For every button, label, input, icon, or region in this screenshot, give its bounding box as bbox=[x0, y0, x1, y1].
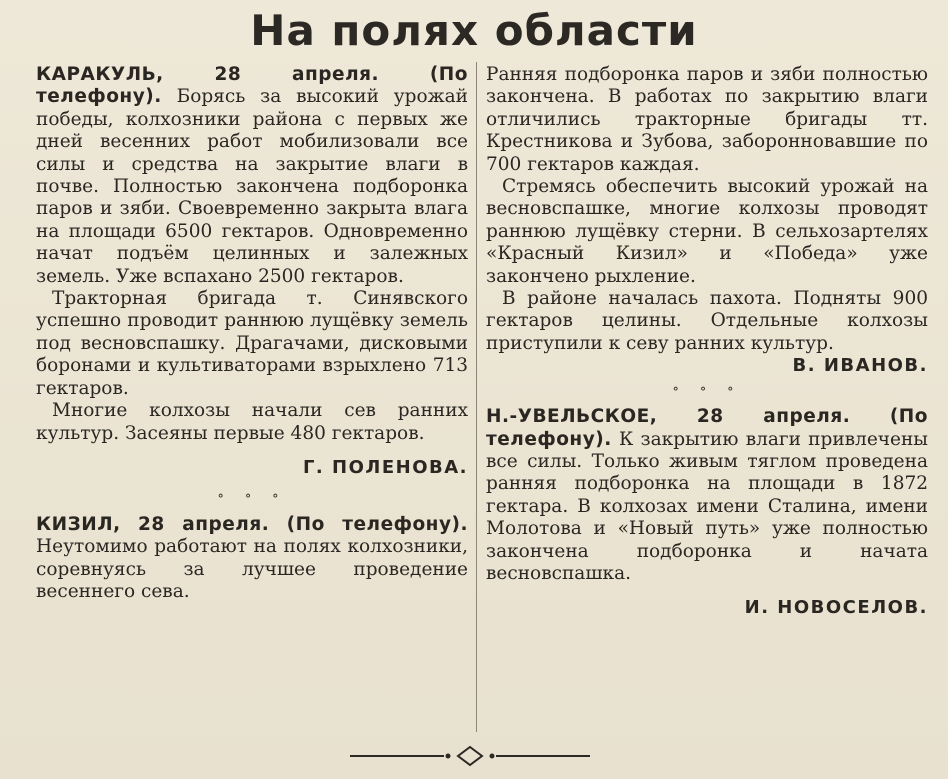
article-paragraph: Стремясь обеспечить высокий урожай на весновспашке, многие колхозы проводят раннюю лущёвку стерни. В сельхозартелях «Красный Кизил» и «Победа» уже закончено рыхление. bbox=[486, 176, 928, 287]
article-paragraph: Ранняя подборонка паров и зяби полностью закончена. В работах по закрытию влаги отличились тракторные бригады тт. Крестникова и Зубова, заборонновавшие по 700 гектаров каждая. bbox=[486, 64, 928, 175]
article-signature: В. ИВАНОВ. bbox=[792, 355, 928, 377]
article-kizil bbox=[36, 514, 468, 604]
article-signature: И. НОВОСЕЛОВ. bbox=[744, 597, 928, 619]
page-headline: На полях области bbox=[250, 6, 698, 55]
article-paragraph: Многие колхозы начали сев ранних культур. Засеяны первые 480 гектаров. bbox=[36, 400, 468, 444]
article-paragraph bbox=[486, 406, 928, 585]
article-kizil-continued bbox=[486, 64, 928, 377]
article-text: Борясь за высокий урожай победы, колхозники района с первых же дней весенних работ мобилизовали все силы и средства на закрытие влаги в почве. Полностью закончена подборонка паров и зяби. Своевременно закрыта влага на площади 6500 гектаров. Одновременно начат подъём целинных и залежных земель. Уже вспахано 2500 гектаров. bbox=[36, 86, 469, 287]
article-paragraph bbox=[36, 514, 468, 604]
article-paragraph bbox=[486, 288, 928, 377]
article-dateline: КИЗИЛ, 28 апреля. (По телефону). bbox=[36, 513, 468, 535]
article-dateline: Н.-УВЕЛЬСКОЕ, 28 апреля. (По телефону). bbox=[486, 406, 928, 450]
right-column bbox=[486, 64, 928, 626]
article-text: К закрытию влаги привлечены все силы. Только живым тяглом проведена ранняя подборонка на площади в 1872 гектара. В колхозах имени Сталина, имени Молотова и «Новый путь» уже полностью закончена подборонка и начата весновспашка. bbox=[486, 428, 928, 584]
ornament-divider-icon bbox=[340, 744, 600, 768]
article-text: В районе началась пахота. Подняты 900 гектаров целины. Отдельные колхозы приступили к севу ранних культур. bbox=[486, 288, 928, 354]
article-uvelskoe bbox=[486, 406, 928, 620]
article-paragraph: Тракторная бригада т. Синявского успешно проводит раннюю лущёвку земель под весновспашку. Драгачами, дисковыми боронами и культиваторами взрыхлено 713 гектаров. bbox=[36, 288, 468, 399]
article-separator: ∘ ∘ ∘ bbox=[217, 488, 287, 505]
article-paragraph bbox=[36, 64, 468, 288]
left-column bbox=[36, 64, 468, 603]
article-signature: Г. ПОЛЕНОВА. bbox=[302, 456, 468, 478]
article-dateline: КАРАКУЛЬ, 28 апреля. (По телефону). bbox=[36, 64, 468, 108]
article-karakul bbox=[36, 64, 468, 479]
article-separator: ∘ ∘ ∘ bbox=[672, 380, 742, 397]
column-divider bbox=[476, 62, 477, 732]
article-text: Неутомимо работают на полях колхозники, соревнуясь за лучшее проведение весеннего сева. bbox=[36, 536, 468, 602]
